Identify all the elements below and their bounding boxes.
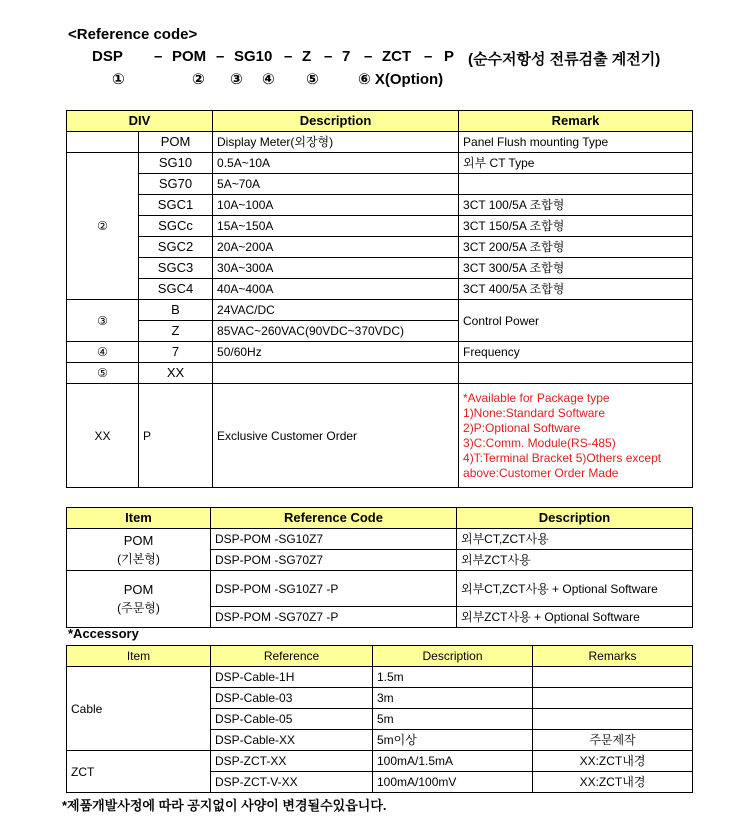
code-part: –	[154, 48, 163, 65]
remark-cell	[533, 709, 693, 730]
remark-cell: 외부 CT Type	[459, 153, 693, 174]
accessory-title: *Accessory	[68, 626, 139, 641]
table-row	[67, 216, 693, 237]
marker: ①	[112, 71, 125, 88]
table-header-row	[67, 508, 693, 529]
code-description: (순수저항성 전류검출 계전기)	[468, 51, 661, 68]
option-remark-line: 2)P:Optional Software	[463, 420, 581, 435]
code-part: –	[324, 48, 333, 65]
option-remark-line: 3)C:Comm. Module(RS-485)	[463, 435, 616, 450]
desc-cell: 85VAC~260VAC(90VDC~370VDC)	[213, 321, 459, 342]
desc-cell: 외부ZCT사용	[457, 550, 693, 571]
table-row	[67, 258, 693, 279]
reference-cell: DSP-Cable-XX	[211, 730, 373, 751]
reference-code-title: <Reference code>	[68, 26, 198, 43]
desc-cell: 50/60Hz	[213, 342, 459, 363]
desc-cell: 1.5m	[373, 667, 533, 688]
remark-cell: 3CT 300/5A 조합형	[459, 258, 693, 279]
table-row	[67, 363, 693, 384]
header-remark: Remark	[459, 111, 693, 132]
reference-cell: DSP-ZCT-V-XX	[211, 772, 373, 793]
code-part: Z	[302, 48, 312, 65]
reference-cell: DSP-Cable-03	[211, 688, 373, 709]
table-row	[67, 300, 693, 321]
code-cell: XX	[139, 363, 213, 384]
remark-cell: 3CT 150/5A 조합형	[459, 216, 693, 237]
option-remark-line: 4)T:Terminal Bracket 5)Others except	[463, 450, 662, 465]
desc-cell: 100mA/1.5mA	[373, 751, 533, 772]
table-row	[67, 132, 693, 153]
table-header-row	[67, 646, 693, 667]
desc-cell: 5m이상	[373, 730, 533, 751]
table-row	[67, 342, 693, 363]
table-row	[67, 667, 693, 688]
desc-cell: 40A~400A	[213, 279, 459, 300]
desc-cell: 15A~150A	[213, 216, 459, 237]
code-cell: SGC3	[139, 258, 213, 279]
header-description: Description	[457, 508, 693, 529]
desc-cell: 20A~200A	[213, 237, 459, 258]
code-part: POM	[172, 48, 207, 65]
desc-cell: 30A~300A	[213, 258, 459, 279]
code-part: –	[216, 48, 225, 65]
option-remark-line: 1)None:Standard Software	[463, 405, 606, 420]
reference-code-table	[66, 507, 693, 628]
div-cell: ④	[67, 342, 139, 363]
marker: ④	[262, 71, 275, 88]
div-cell	[67, 132, 139, 153]
marker: ⑤	[306, 71, 319, 88]
code-part: –	[424, 48, 433, 65]
div-cell: ⑤	[67, 363, 139, 384]
desc-cell: 외부CT,ZCT사용 + Optional Software	[457, 571, 693, 607]
table-row	[67, 571, 693, 607]
code-cell: SGC1	[139, 195, 213, 216]
remark-cell: Frequency	[459, 342, 693, 363]
remark-cell: 3CT 400/5A 조합형	[459, 279, 693, 300]
remark-cell: XX:ZCT내경	[533, 772, 693, 793]
footer-note: *제품개발사정에 따라 공지없이 사양이 변경될수있읍니다.	[62, 798, 387, 813]
item-cell: ZCT	[67, 751, 211, 793]
item-name: POM	[123, 532, 154, 548]
remark-cell	[533, 688, 693, 709]
item-sub: (주문형)	[117, 601, 160, 615]
table-row	[67, 529, 693, 550]
code-cell: DSP-POM -SG70Z7	[211, 550, 457, 571]
div-cell: ②	[67, 153, 139, 300]
item-cell: Cable	[67, 667, 211, 751]
table-row	[67, 153, 693, 174]
code-cell: P	[139, 384, 213, 488]
code-cell: SGC2	[139, 237, 213, 258]
desc-cell: 외부CT,ZCT사용	[457, 529, 693, 550]
reference-cell: DSP-ZCT-XX	[211, 751, 373, 772]
item-sub: (기본형)	[117, 551, 160, 566]
option-remark-line: *Available for Package type	[463, 390, 610, 405]
option-remark-cell	[459, 384, 693, 488]
desc-cell: 24VAC/DC	[213, 300, 459, 321]
code-cell: SG70	[139, 174, 213, 195]
desc-cell: 외부ZCT사용 + Optional Software	[457, 607, 693, 628]
marker: ②	[192, 71, 205, 88]
table-row	[67, 279, 693, 300]
remark-cell	[459, 174, 693, 195]
code-cell: DSP-POM -SG10Z7 -P	[211, 571, 457, 607]
option-row	[67, 384, 693, 488]
code-part: SG10	[234, 48, 273, 65]
code-cell: B	[139, 300, 213, 321]
header-description: Description	[373, 646, 533, 667]
code-part: –	[284, 48, 293, 65]
desc-cell	[213, 363, 459, 384]
code-cell: Z	[139, 321, 213, 342]
desc-cell: 5A~70A	[213, 174, 459, 195]
code-spec-table	[66, 110, 693, 488]
remark-cell	[533, 667, 693, 688]
remark-cell: Control Power	[459, 300, 693, 342]
remark-cell	[459, 363, 693, 384]
div-cell: ③	[67, 300, 139, 342]
code-part: –	[364, 48, 373, 65]
remark-cell: 3CT 100/5A 조합형	[459, 195, 693, 216]
table-row	[67, 195, 693, 216]
header-remarks: Remarks	[533, 646, 693, 667]
item-cell	[67, 571, 211, 628]
table-row	[67, 174, 693, 195]
header-div: DIV	[67, 111, 213, 132]
code-cell: SGCc	[139, 216, 213, 237]
table-row	[67, 237, 693, 258]
table-header-row	[67, 111, 693, 132]
code-cell: DSP-POM -SG70Z7 -P	[211, 607, 457, 628]
item-name: POM	[123, 582, 154, 597]
header-reference-code: Reference Code	[211, 508, 457, 529]
remark-cell: XX:ZCT내경	[533, 751, 693, 772]
desc-cell: Exclusive Customer Order	[213, 384, 459, 488]
div-cell: XX	[67, 384, 139, 488]
desc-cell: 5m	[373, 709, 533, 730]
reference-cell: DSP-Cable-05	[211, 709, 373, 730]
item-cell	[67, 529, 211, 571]
code-part: ZCT	[382, 48, 412, 65]
header-item: Item	[67, 646, 211, 667]
code-cell: SGC4	[139, 279, 213, 300]
code-part: DSP	[92, 48, 123, 65]
remark-cell: 주문제작	[533, 730, 693, 751]
accessory-table	[66, 645, 693, 793]
desc-cell: Display Meter(외장형)	[213, 132, 459, 153]
code-part: P	[444, 48, 455, 65]
code-cell: DSP-POM -SG10Z7	[211, 529, 457, 550]
desc-cell: 0.5A~10A	[213, 153, 459, 174]
desc-cell: 3m	[373, 688, 533, 709]
header-description: Description	[213, 111, 459, 132]
option-remark-line: above:Customer Order Made	[463, 465, 619, 480]
marker: ③	[230, 71, 243, 88]
code-part: 7	[342, 48, 351, 65]
table-row	[67, 751, 693, 772]
remark-cell: 3CT 200/5A 조합형	[459, 237, 693, 258]
desc-cell: 10A~100A	[213, 195, 459, 216]
desc-cell: 100mA/100mV	[373, 772, 533, 793]
marker: ⑥ X(Option)	[358, 71, 444, 88]
code-cell: POM	[139, 132, 213, 153]
reference-cell: DSP-Cable-1H	[211, 667, 373, 688]
code-cell: SG10	[139, 153, 213, 174]
header-item: Item	[67, 508, 211, 529]
code-cell: 7	[139, 342, 213, 363]
header-reference: Reference	[211, 646, 373, 667]
remark-cell: Panel Flush mounting Type	[459, 132, 693, 153]
